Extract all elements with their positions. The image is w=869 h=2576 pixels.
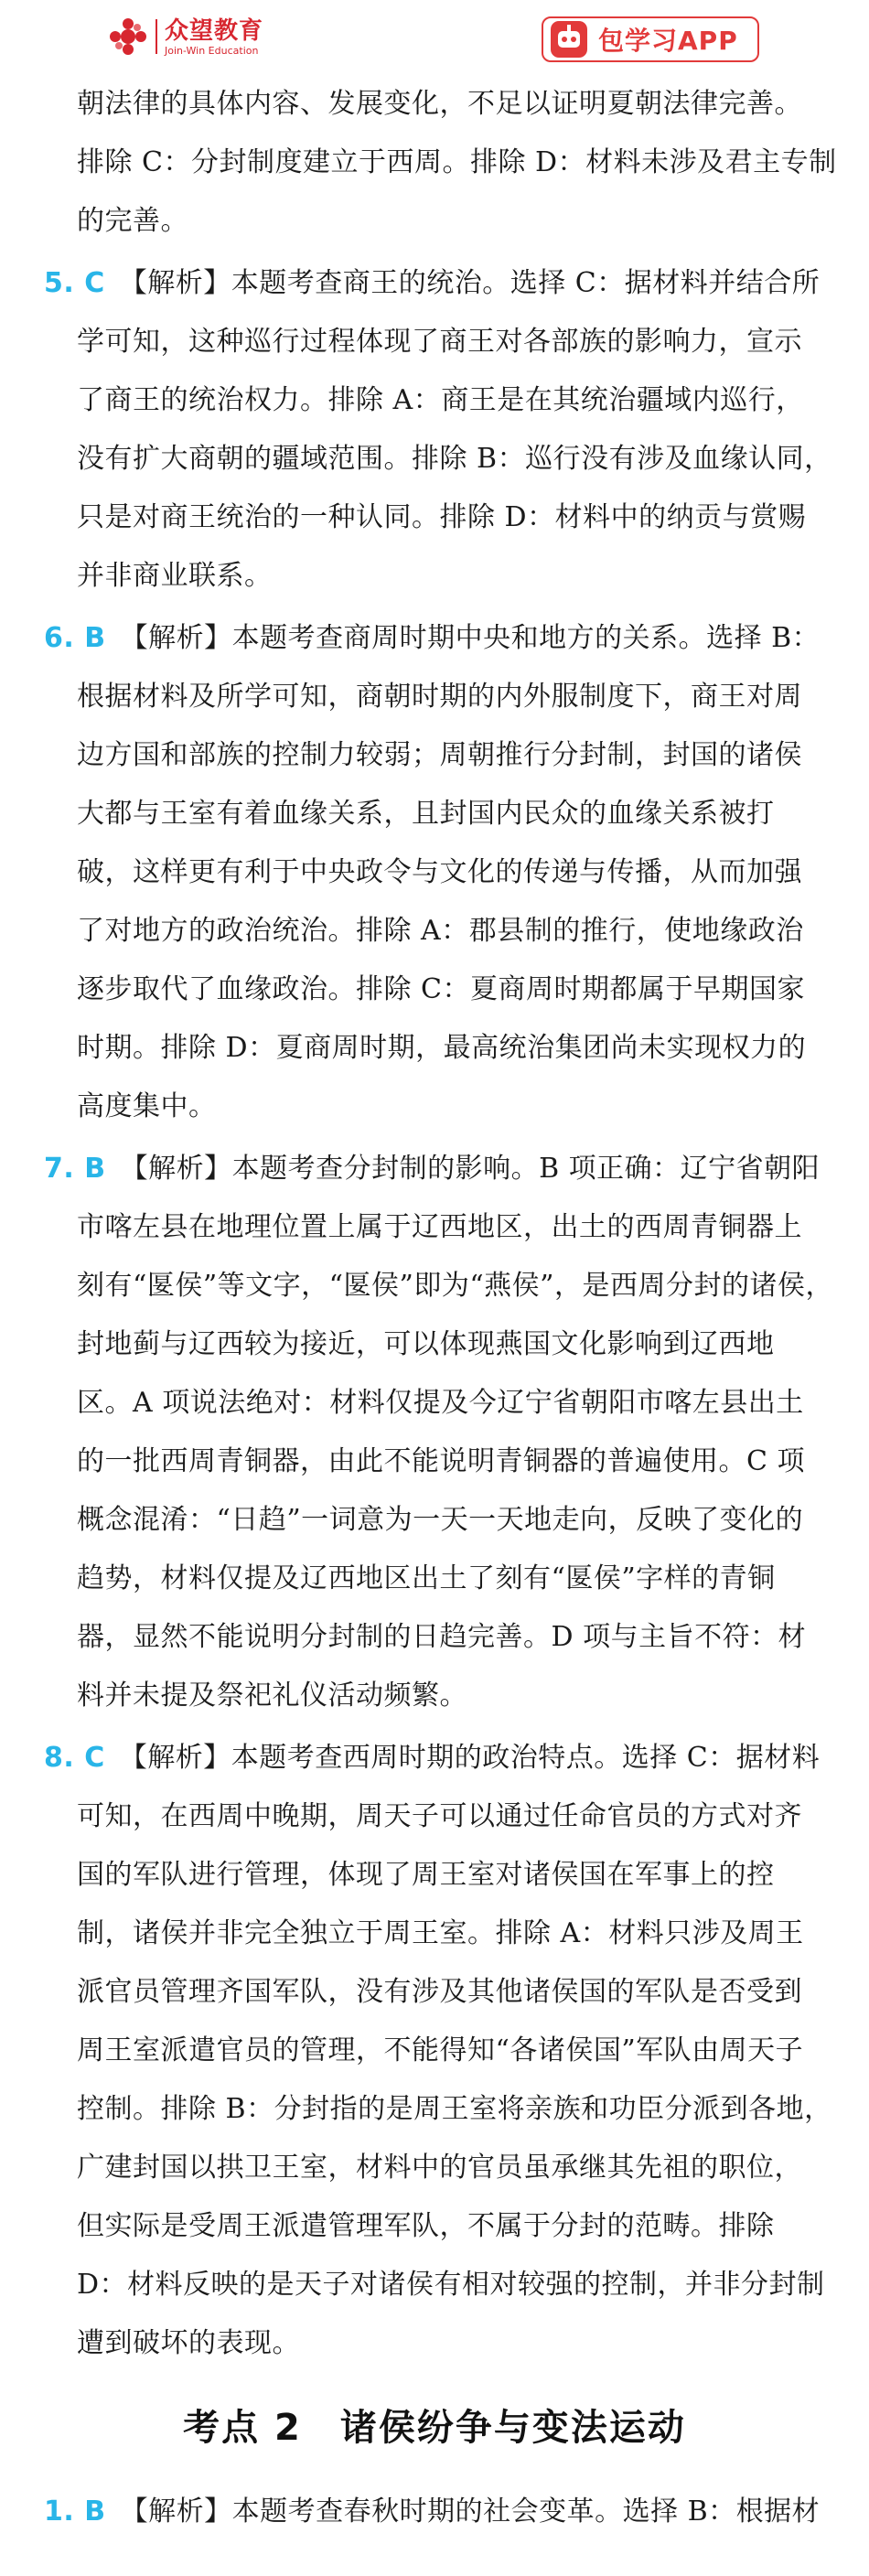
app-badge[interactable] <box>542 16 759 62</box>
text-line: 趋势，材料仅提及辽西地区出土了刻有“匽侯”字样的青铜 <box>77 1562 776 1594</box>
text-line: 大都与王室有着血缘关系，且封国内民众的血缘关系被打 <box>77 798 775 830</box>
answer-item-1 <box>44 2494 820 2530</box>
text-line: 的完善。 <box>77 205 188 237</box>
question-number: 1. B <box>44 2496 106 2528</box>
text-line: 广建封国以拱卫王室，材料中的官员虽承继其先祖的职位， <box>77 2152 802 2184</box>
answer-item-7 <box>44 1151 820 1187</box>
text-line: 遭到破坏的表现。 <box>77 2327 300 2359</box>
logo-subtitle: Join-Win Education <box>165 44 259 57</box>
text-line: 料并未提及祭祀礼仪活动频繁。 <box>77 1680 467 1712</box>
text-line: D：材料反映的是天子对诸侯有相对较强的控制，并非分封制 <box>77 2269 825 2301</box>
text-line: 时期。排除 D：夏商周时期，最高统治集团尚未实现权力的 <box>77 1032 807 1064</box>
text-line: 区。A 项说法绝对：材料仅提及今辽宁省朝阳市喀左县出土 <box>77 1387 804 1419</box>
text-line: 了对地方的政治统治。排除 A：郡县制的推行，使地缘政治 <box>77 915 804 947</box>
answer-item-5 <box>44 265 820 302</box>
text-line: 制，诸侯并非完全独立于周王室。排除 A：材料只涉及周王 <box>77 1917 804 1949</box>
text-line: 派官员管理齐国军队，没有涉及其他诸侯国的军队是否受到 <box>77 1976 802 2008</box>
section-title: 考点 2 诸侯纷争与变法运动 <box>183 2407 686 2449</box>
text-line: 高度集中。 <box>77 1090 217 1122</box>
text-line: 国的军队进行管理，体现了周王室对诸侯国在军事上的控 <box>77 1859 775 1891</box>
text-line: 了商王的统治权力。排除 A：商王是在其统治疆域内巡行， <box>77 384 804 416</box>
text-line: 器，显然不能说明分封制的日趋完善。D 项与主旨不符：材 <box>77 1621 807 1653</box>
question-number: 7. B <box>44 1153 106 1185</box>
text-line: 朝法律的具体内容、发展变化，不足以证明夏朝法律完善。 <box>77 88 802 120</box>
text-line: 排除 C：分封制度建立于西周。排除 D：材料未涉及君主专制 <box>77 146 837 178</box>
flower-logo-icon <box>108 16 148 57</box>
text-line: 【解析】本题考查分封制的影响。B 项正确：辽宁省朝阳 <box>120 1153 821 1185</box>
answer-item-6 <box>44 620 820 657</box>
zhongwang-logo <box>108 16 263 57</box>
text-line: 【解析】本题考查商周时期中央和地方的关系。选择 B： <box>120 622 821 654</box>
app-label: 包学习APP <box>598 26 738 56</box>
text-line: 的一批西周青铜器，由此不能说明青铜器的普遍使用。C 项 <box>77 1445 805 1477</box>
text-line: 边方国和部族的控制力较弱；周朝推行分封制，封国的诸侯 <box>77 739 802 771</box>
text-line: 逐步取代了血缘政治。排除 C：夏商周时期都属于早期国家 <box>77 973 805 1005</box>
logo-divider <box>156 19 157 54</box>
question-number: 5. C <box>44 267 105 299</box>
logo-title: 众望教育 <box>165 16 264 45</box>
text-line: 刻有“匽侯”等文字，“匽侯”即为“燕侯”，是西周分封的诸侯， <box>77 1270 834 1302</box>
text-line: 可知，在西周中晚期，周天子可以通过任命官员的方式对齐 <box>77 1800 802 1832</box>
text-line: 【解析】本题考查春秋时期的社会变革。选择 B：根据材 <box>120 2496 821 2528</box>
text-line: 只是对商王统治的一种认同。排除 D：材料中的纳贡与赏赐 <box>77 501 807 533</box>
question-number: 8. C <box>44 1742 105 1774</box>
app-robot-icon <box>549 19 589 59</box>
text-line: 封地蓟与辽西较为接近，可以体现燕国文化影响到辽西地 <box>77 1328 775 1360</box>
text-line: 破，这样更有利于中央政令与文化的传递与传播，从而加强 <box>77 856 802 888</box>
page-header <box>0 0 869 80</box>
text-line: 控制。排除 B：分封指的是周王室将亲族和功臣分派到各地， <box>77 2093 832 2125</box>
text-line: 没有扩大商朝的疆域范围。排除 B：巡行没有涉及血缘认同， <box>77 443 832 475</box>
text-line: 周王室派遣官员的管理，不能得知“各诸侯国”军队由周天子 <box>77 2034 804 2066</box>
text-line: 根据材料及所学可知，商朝时期的内外服制度下，商王对周 <box>77 681 802 713</box>
answer-item-8 <box>44 1740 820 1776</box>
text-line: 概念混淆：“日趋”一词意为一天一天地走向，反映了变化的 <box>77 1504 804 1536</box>
question-number: 6. B <box>44 622 106 654</box>
text-line: 【解析】本题考查西周时期的政治特点。选择 C：据材料 <box>119 1742 821 1774</box>
text-line: 学可知，这种巡行过程体现了商王对各部族的影响力，宣示 <box>77 326 802 358</box>
text-line: 并非商业联系。 <box>77 560 273 592</box>
text-line: 市喀左县在地理位置上属于辽西地区，出土的西周青铜器上 <box>77 1211 802 1243</box>
text-line: 但实际是受周王派遣管理军队，不属于分封的范畴。排除 <box>77 2210 775 2242</box>
text-line: 【解析】本题考查商王的统治。选择 C：据材料并结合所 <box>119 267 821 299</box>
